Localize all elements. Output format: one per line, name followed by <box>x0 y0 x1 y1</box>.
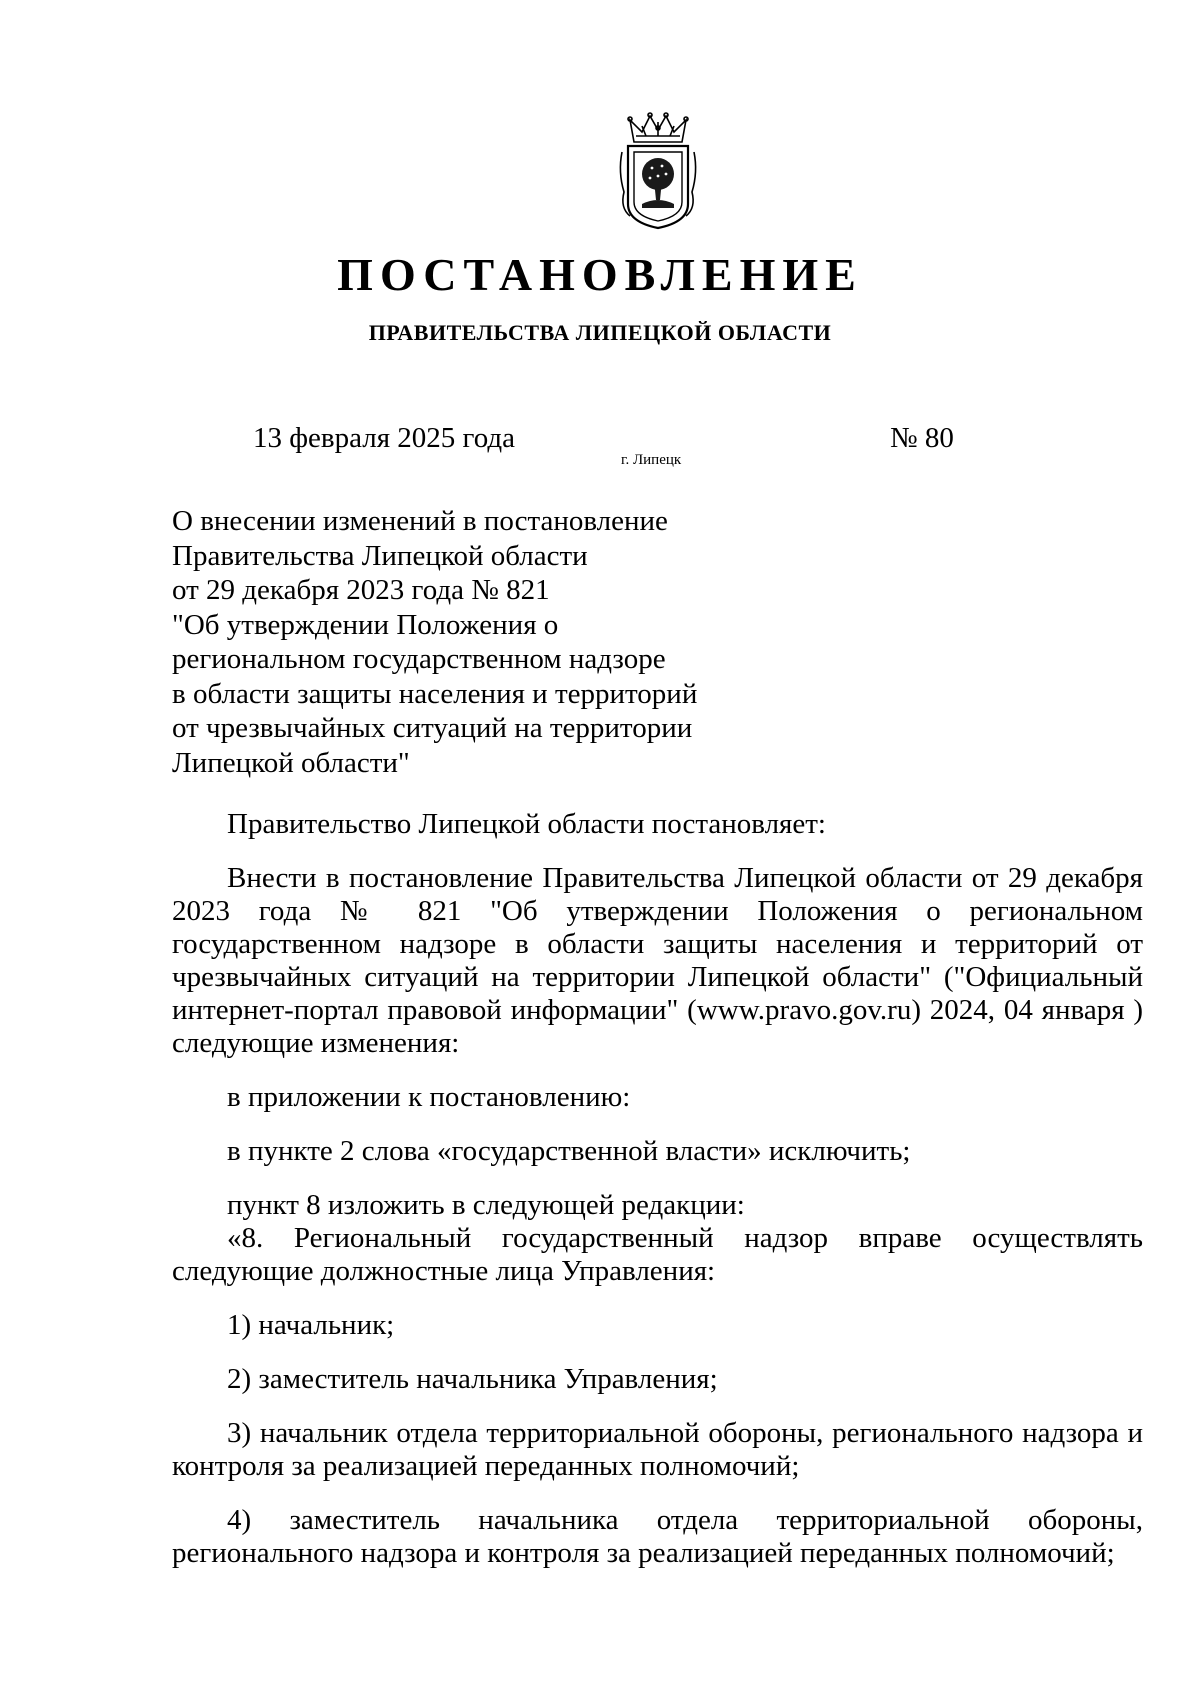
item-2-change: в пункте 2 слова «государственной власти» исключить; <box>227 1135 911 1167</box>
main-paragraph-line: Внести в постановление Правительства Липецкой области от 29 декабря <box>227 862 1143 894</box>
document-number: № 80 <box>890 422 954 454</box>
topic-line: "Об утверждении Положения о <box>172 608 559 641</box>
official-item-4-line: 4) заместитель начальника отдела территориальной обороны, <box>227 1504 1143 1536</box>
main-paragraph-line: чрезвычайных ситуаций на территории Липецкой области" ("Официальный <box>172 961 1143 993</box>
coat-of-arms-icon <box>612 112 704 232</box>
appendix-note: в приложении к постановлению: <box>227 1081 631 1113</box>
item-8-text-line: «8. Региональный государственный надзор вправе осуществлять <box>227 1222 1143 1254</box>
resolution-statement: Правительство Липецкой области постановляет: <box>227 808 826 840</box>
main-paragraph-line: следующие изменения: <box>172 1027 460 1059</box>
document-topic <box>172 504 697 780</box>
topic-line: О внесении изменений в постановление <box>172 505 668 537</box>
item-8-text-line: следующие должностные лица Управления: <box>172 1255 716 1287</box>
topic-line: региональном государственном надзоре <box>172 643 666 675</box>
official-item-2: 2) заместитель начальника Управления; <box>227 1363 718 1395</box>
topic-line: Липецкой области" <box>172 746 410 779</box>
topic-line: от чрезвычайных ситуаций на территории <box>172 712 693 744</box>
official-item-4-line: регионального надзора и контроля за реализацией переданных полномочий; <box>172 1537 1115 1569</box>
official-item-3-line: контроля за реализацией переданных полномочий; <box>172 1450 800 1482</box>
main-paragraph-line: интернет-портал правовой информации" (www.pravo.gov.ru) 2024, 04 января ) <box>172 994 1143 1026</box>
topic-line: Правительства Липецкой области <box>172 539 588 572</box>
topic-line: в области защиты населения и территорий <box>172 677 698 710</box>
document-subtitle: ПРАВИТЕЛЬСТВА ЛИПЕЦКОЙ ОБЛАСТИ <box>368 320 832 345</box>
document-city: г. Липецк <box>621 452 682 468</box>
official-item-3-line: 3) начальник отдела территориальной обороны, регионального надзора и <box>227 1417 1143 1449</box>
main-paragraph-line: государственном надзоре в области защиты населения и территорий от <box>172 928 1143 960</box>
topic-line: от 29 декабря 2023 года № 821 <box>172 574 550 606</box>
document-title: ПОСТАНОВЛЕНИЕ <box>337 249 863 300</box>
official-item-1: 1) начальник; <box>227 1309 395 1341</box>
main-paragraph-line: 2023 года № 821 "Об утверждении Положения о региональном <box>172 895 1143 927</box>
document-date: 13 февраля 2025 года <box>253 422 516 454</box>
item-8-intro: пункт 8 изложить в следующей редакции: <box>227 1189 745 1221</box>
